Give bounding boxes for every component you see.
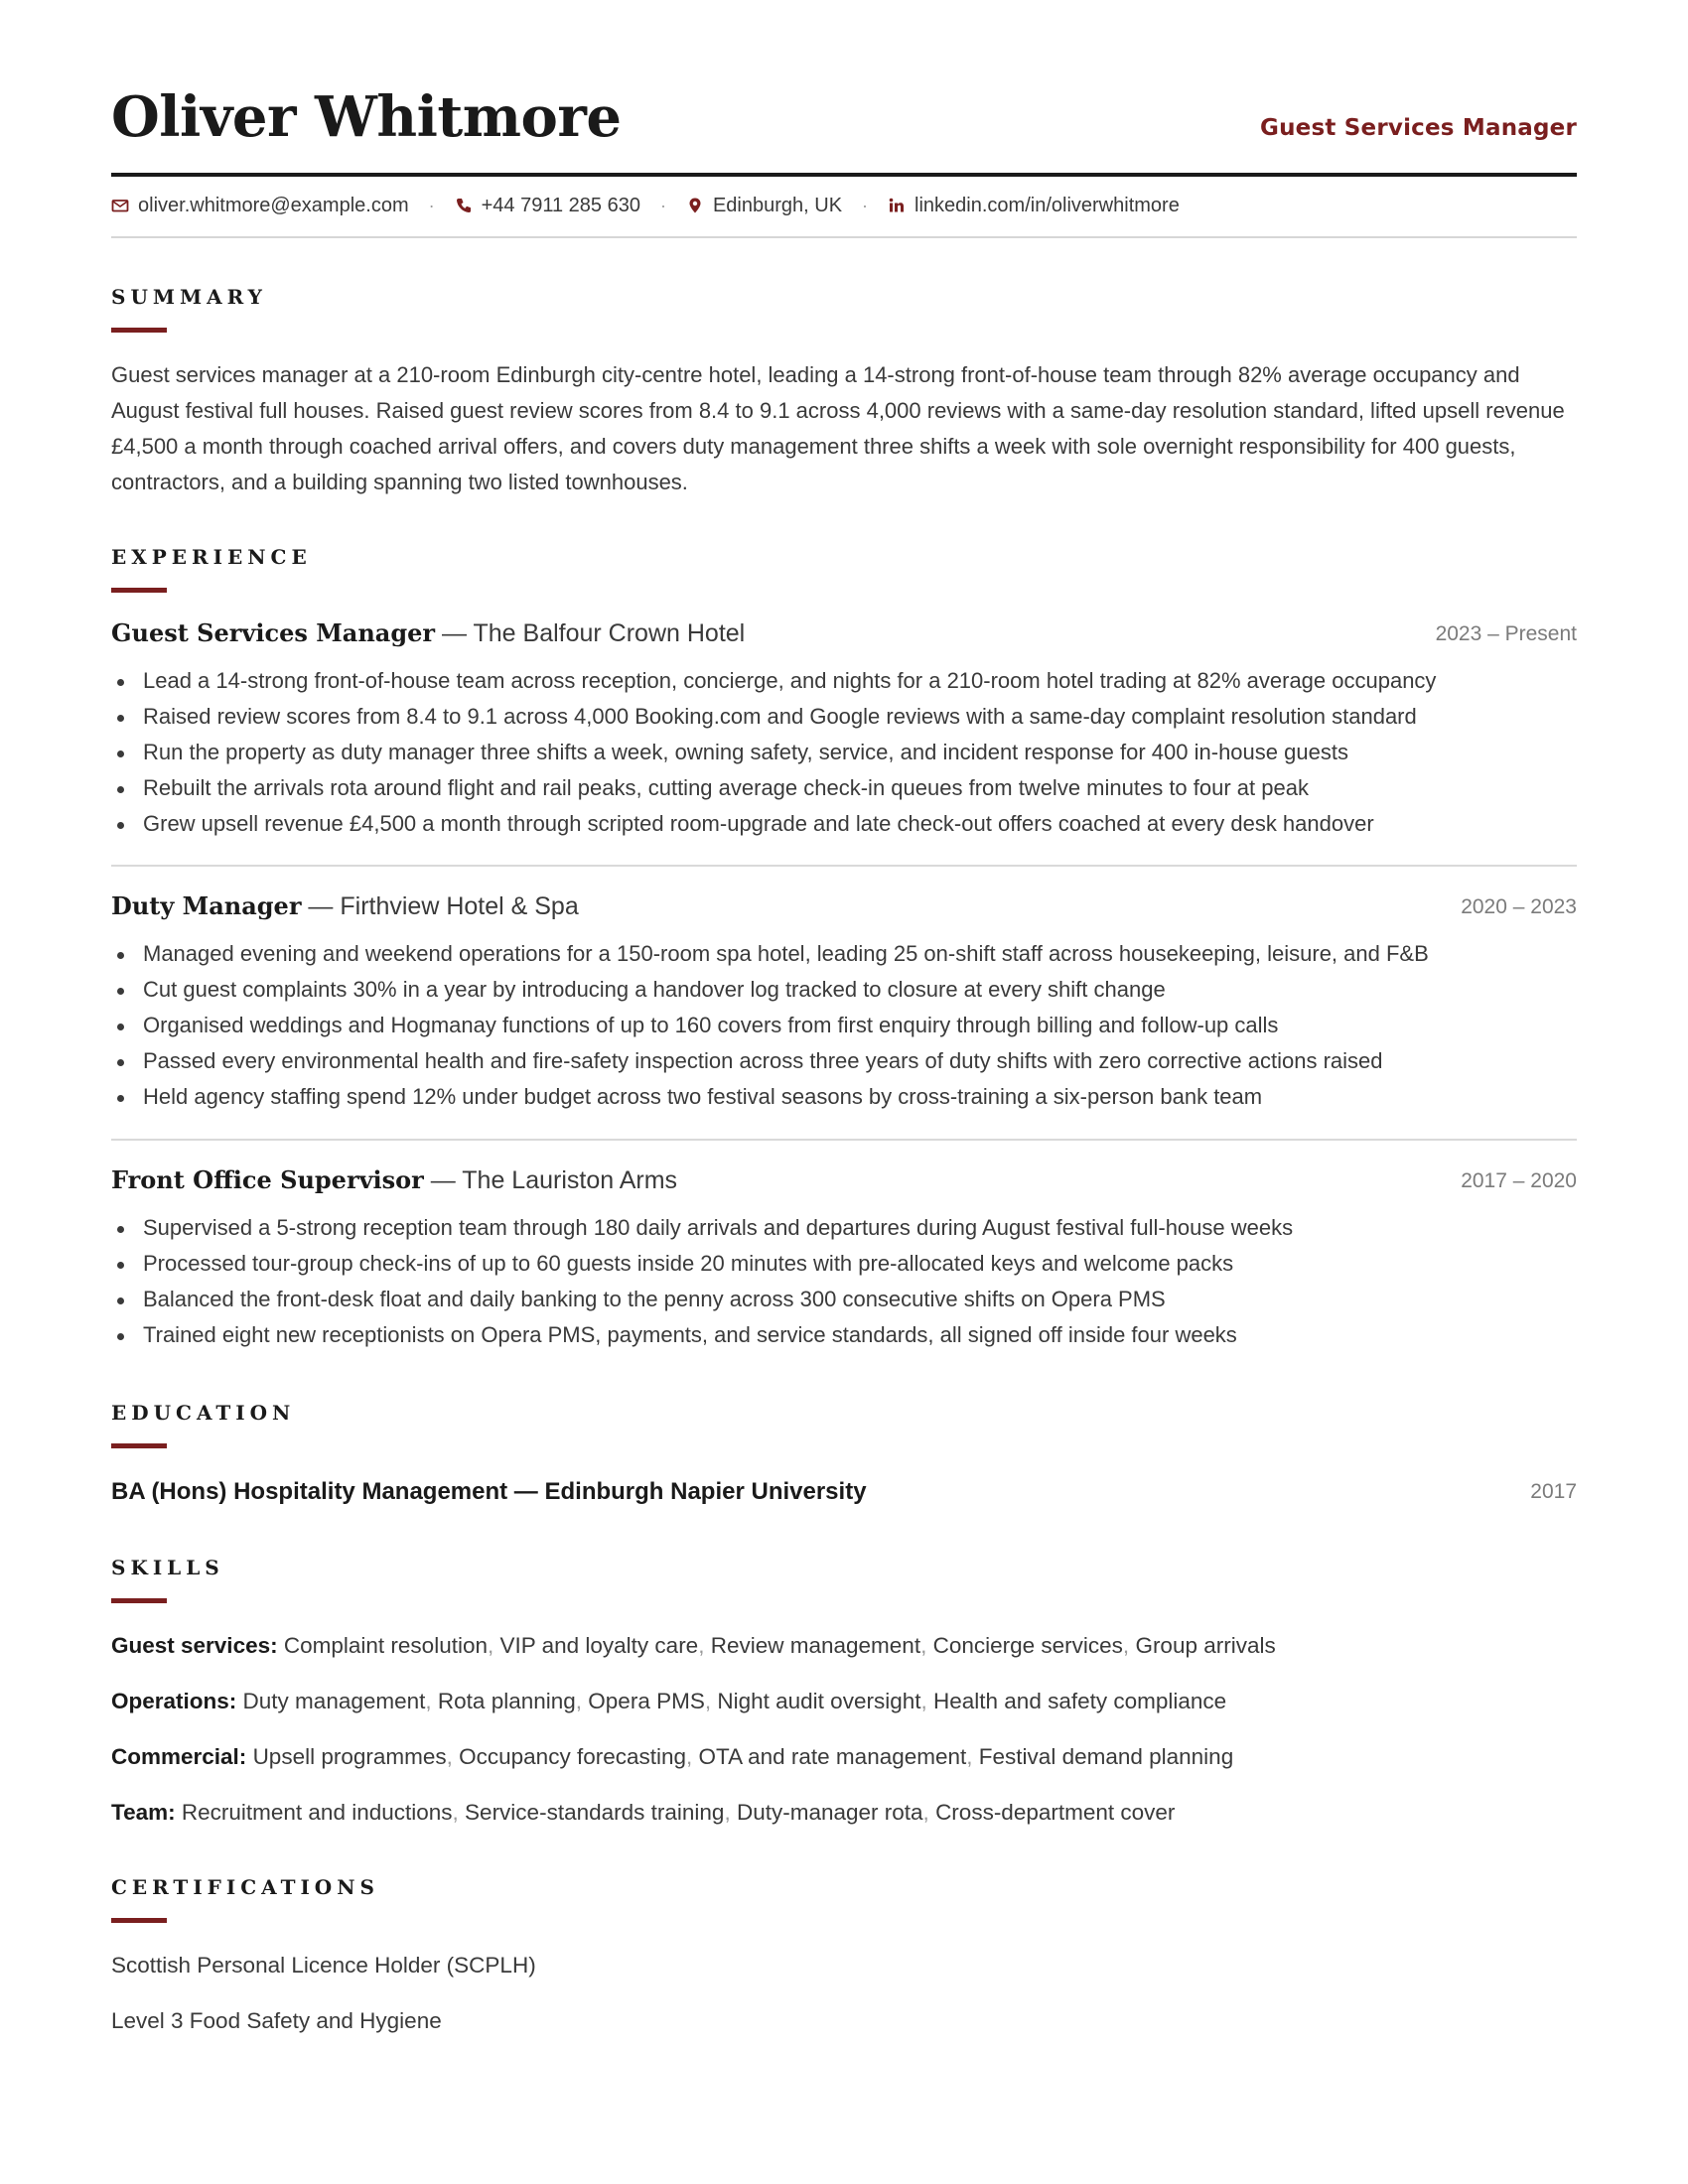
contact-linkedin[interactable] xyxy=(888,195,1180,217)
skill-item: Duty management xyxy=(242,1689,426,1713)
certification-item: Level 3 Food Safety and Hygiene xyxy=(111,2008,442,2033)
skill-item: VIP and loyalty care xyxy=(499,1633,699,1658)
job-bullet: Cut guest complaints 30% in a year by introducing a handover log tracked to closure at every shift change xyxy=(111,972,1577,1008)
section-title-certifications: CERTIFICATIONS xyxy=(111,1875,379,1899)
job-bullet: Supervised a 5-strong reception team through 180 daily arrivals and departures during August festival full-house weeks xyxy=(111,1210,1577,1246)
job-bullet: Organised weddings and Hogmanay functions of up to 160 covers from first enquiry through billing and follow-up calls xyxy=(111,1008,1577,1043)
contact-location xyxy=(686,195,842,217)
job-bullet: Run the property as duty manager three shifts a week, owning safety, service, and incident response for 400 in-house guests xyxy=(111,735,1577,770)
section-accent xyxy=(111,328,167,333)
header-rule xyxy=(111,173,1577,177)
summary-text: Guest services manager at a 210-room Edinburgh city-centre hotel, leading a 14-strong front-of-house team through 82% average occupancy and August festival full houses. Raised guest review scores from 8.4 to 9.1 across 4,000 reviews with a same-day resolution standard, lifted upsell revenue £4,500 a month through coached arrival offers, and covers duty management three shifts a week with sole overnight responsibility for 400 guests, contractors, and a building spanning two listed townhouses. xyxy=(111,362,1565,494)
skill-item: Night audit oversight xyxy=(717,1689,921,1713)
resume-header xyxy=(111,81,1577,171)
contact-bar xyxy=(111,191,1577,220)
section-title-education: EDUCATION xyxy=(111,1401,296,1425)
job-title: Duty Manager xyxy=(111,891,302,920)
job-title-line xyxy=(111,888,579,928)
contact-email-text: oliver.whitmore@example.com xyxy=(138,194,409,216)
contact-phone-text: +44 7911 285 630 xyxy=(481,194,640,216)
skill-row: Commercial: Upsell programmes, Occupancy forecasting, OTA and rate management, Festival demand planning xyxy=(111,1744,1234,1769)
job-bullet: Grew upsell revenue £4,500 a month through scripted room-upgrade and late check-out offers coached at every desk handover xyxy=(111,806,1577,842)
skill-item: Festival demand planning xyxy=(978,1744,1234,1769)
contact-separator: · xyxy=(862,195,869,215)
job-bullet: Trained eight new receptionists on Opera PMS, payments, and service standards, all signed off inside four weeks xyxy=(111,1317,1577,1353)
skill-item: Opera PMS xyxy=(588,1689,705,1713)
contact-phone[interactable] xyxy=(455,195,640,217)
experience-entry-header xyxy=(111,615,1577,651)
job-bullet: Held agency staffing spend 12% under budget across two festival seasons by cross-training a six-person bank team xyxy=(111,1079,1577,1115)
skill-item: Occupancy forecasting xyxy=(459,1744,687,1769)
section-title-summary: SUMMARY xyxy=(111,285,267,309)
job-bullet: Balanced the front-desk float and daily banking to the penny across 300 consecutive shifts on Opera PMS xyxy=(111,1282,1577,1317)
job-dates: 2017 – 2020 xyxy=(1461,1169,1577,1192)
skill-row: Team: Recruitment and inductions, Service-standards training, Duty-manager rota, Cross-department cover xyxy=(111,1800,1176,1825)
skill-item: Service-standards training xyxy=(465,1800,725,1825)
section-accent xyxy=(111,1443,167,1448)
skill-item: Group arrivals xyxy=(1135,1633,1276,1658)
skill-item: Rota planning xyxy=(437,1689,576,1713)
skill-item: Health and safety compliance xyxy=(933,1689,1227,1713)
job-bullet: Rebuilt the arrivals rota around flight and rail peaks, cutting average check-in queues from twelve minutes to four at peak xyxy=(111,770,1577,806)
job-bullet: Passed every environmental health and fire-safety inspection across three years of duty shifts with zero corrective actions raised xyxy=(111,1043,1577,1079)
education-year: 2017 xyxy=(1530,1480,1577,1503)
experience-entry-header xyxy=(111,888,1577,924)
skill-item: Complaint resolution xyxy=(283,1633,488,1658)
section-accent xyxy=(111,588,167,593)
certification-item: Scottish Personal Licence Holder (SCPLH) xyxy=(111,1953,536,1978)
contact-rule xyxy=(111,236,1577,238)
contact-email[interactable] xyxy=(111,195,409,217)
job-dates: 2023 – Present xyxy=(1435,622,1577,645)
job-dash: — xyxy=(301,892,341,920)
contact-separator: · xyxy=(659,195,666,215)
job-divider xyxy=(111,865,1577,867)
linkedin-icon xyxy=(888,197,906,214)
mail-icon xyxy=(111,197,129,214)
skill-row: Operations: Duty management, Rota planning, Opera PMS, Night audit oversight, Health and safety compliance xyxy=(111,1689,1227,1713)
job-title: Front Office Supervisor xyxy=(111,1165,424,1194)
skill-item: Concierge services xyxy=(932,1633,1123,1658)
section-title-skills: SKILLS xyxy=(111,1556,224,1579)
skill-label: Guest services: xyxy=(111,1633,278,1658)
job-divider xyxy=(111,1139,1577,1141)
job-company: The Balfour Crown Hotel xyxy=(473,619,746,647)
education-degree: BA (Hons) Hospitality Management — Edinburgh Napier University xyxy=(111,1478,867,1505)
skill-item: Review management xyxy=(710,1633,921,1658)
experience-entry xyxy=(111,888,1577,1115)
job-company: Firthview Hotel & Spa xyxy=(340,892,579,920)
job-bullet: Lead a 14-strong front-of-house team across reception, concierge, and nights for a 210-room hotel trading at 82% average occupancy xyxy=(111,663,1577,699)
job-title: Guest Services Manager xyxy=(111,618,436,647)
job-bullet: Managed evening and weekend operations for a 150-room spa hotel, leading 25 on-shift staff across housekeeping, leisure, and F&B xyxy=(111,936,1577,972)
job-bullet: Raised review scores from 8.4 to 9.1 across 4,000 Booking.com and Google reviews with a same-day complaint resolution standard xyxy=(111,699,1577,735)
candidate-name: Oliver Whitmore xyxy=(111,84,622,150)
contact-separator: · xyxy=(428,195,435,215)
skill-item: Duty-manager rota xyxy=(736,1800,923,1825)
job-dash: — xyxy=(435,619,474,647)
job-dash: — xyxy=(423,1166,463,1194)
job-title-line xyxy=(111,615,745,655)
skill-item: OTA and rate management xyxy=(698,1744,967,1769)
job-dates: 2020 – 2023 xyxy=(1461,895,1577,918)
skill-item: Cross-department cover xyxy=(935,1800,1176,1825)
contact-linkedin-text: linkedin.com/in/oliverwhitmore xyxy=(914,194,1180,216)
section-accent xyxy=(111,1918,167,1923)
job-company: The Lauriston Arms xyxy=(462,1166,678,1194)
skill-row: Guest services: Complaint resolution, VIP and loyalty care, Review management, Concierge services, Group arrivals xyxy=(111,1633,1276,1658)
skill-label: Operations: xyxy=(111,1689,237,1713)
skill-item: Upsell programmes xyxy=(252,1744,447,1769)
experience-entry-header xyxy=(111,1162,1577,1198)
skill-label: Commercial: xyxy=(111,1744,247,1769)
experience-entry xyxy=(111,1162,1577,1353)
job-bullets xyxy=(111,936,1577,1115)
skill-label: Team: xyxy=(111,1800,176,1825)
section-title-experience: EXPERIENCE xyxy=(111,545,312,569)
skill-item: Recruitment and inductions xyxy=(181,1800,453,1825)
job-bullet: Processed tour-group check-ins of up to 60 guests inside 20 minutes with pre-allocated keys and welcome packs xyxy=(111,1246,1577,1282)
job-title-line xyxy=(111,1162,677,1202)
education-entry xyxy=(111,1474,1577,1510)
section-accent xyxy=(111,1598,167,1603)
candidate-headline: Guest Services Manager xyxy=(1260,115,1577,141)
experience-entry xyxy=(111,615,1577,842)
job-bullets xyxy=(111,663,1577,842)
phone-icon xyxy=(455,197,473,214)
map-pin-icon xyxy=(686,197,704,214)
contact-location-text: Edinburgh, UK xyxy=(712,194,843,216)
job-bullets xyxy=(111,1210,1577,1353)
